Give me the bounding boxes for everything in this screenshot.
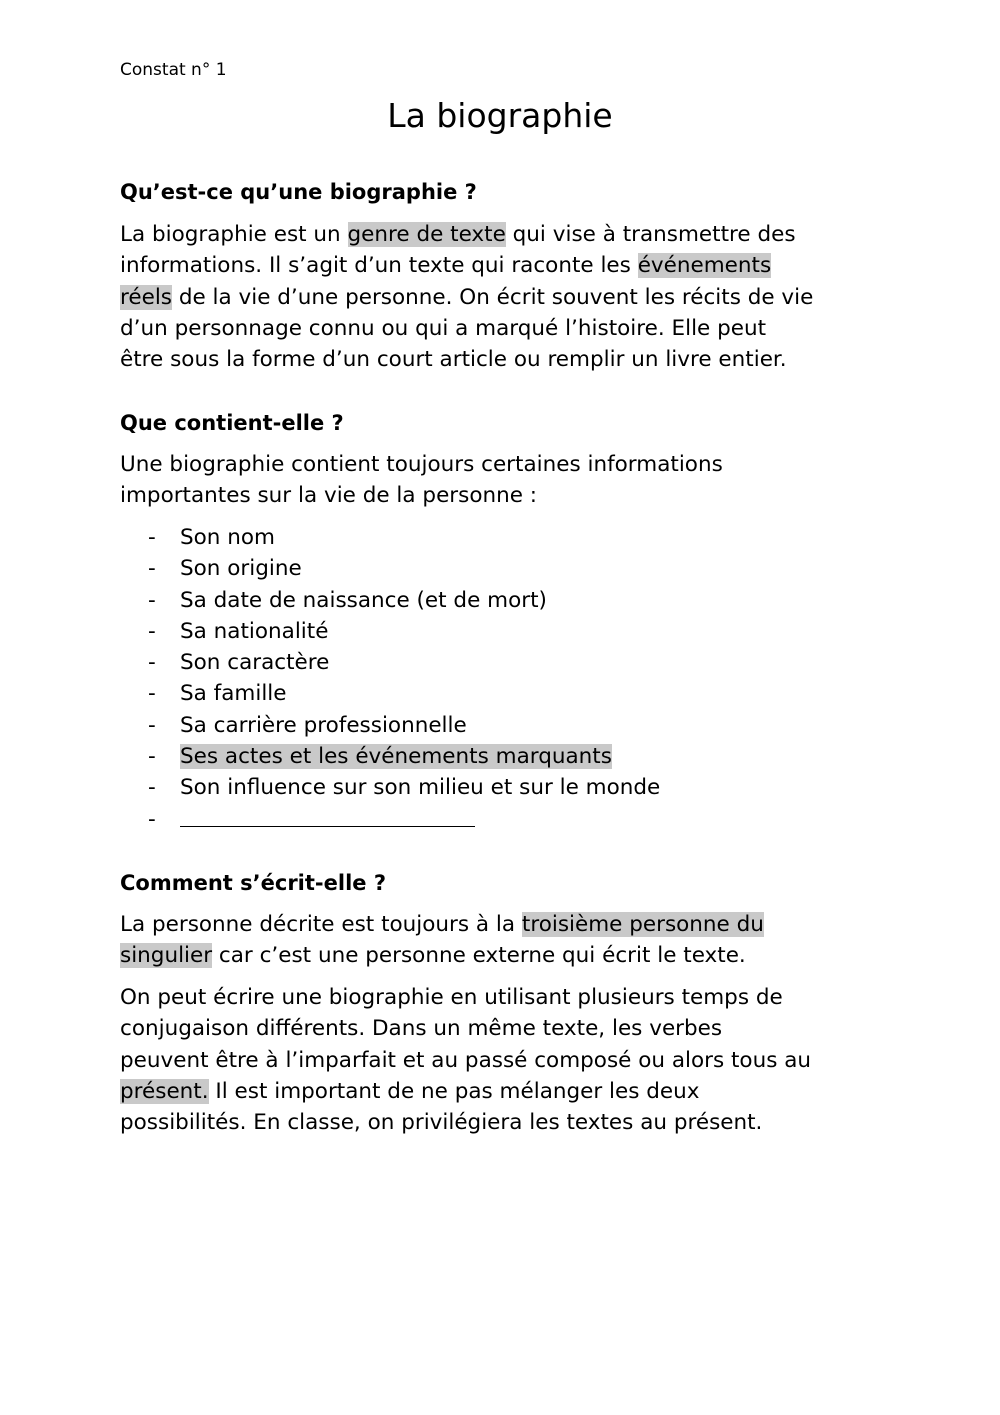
paragraph-line (120, 282, 890, 313)
fill-in-blank-line[interactable] (180, 804, 475, 827)
list-dash: - (148, 681, 156, 707)
text-span: qui vise à transmettre des (505, 222, 796, 247)
highlighted-text: singulier (120, 943, 213, 969)
writing-paragraph-tenses (120, 982, 890, 1138)
highlighted-text: réels (120, 284, 172, 310)
list-dash: - (148, 806, 156, 832)
list-item (148, 710, 660, 741)
list-item-text: Son origine (180, 556, 302, 582)
list-item-text: Sa carrière professionnelle (180, 712, 467, 738)
document-label: Constat n° 1 (120, 60, 227, 80)
section-heading-definition: Qu’est-ce qu’une biographie ? (120, 180, 477, 204)
list-dash: - (148, 775, 156, 801)
information-list (148, 522, 660, 835)
list-item-text: Son nom (180, 525, 275, 550)
highlighted-text: troisième personne du (521, 912, 764, 937)
paragraph-line: importantes sur la vie de la personne : (120, 483, 538, 509)
list-item-text-highlighted: Ses actes et les événements marquants (180, 744, 612, 770)
list-item-blank (148, 804, 660, 835)
contents-intro-paragraph (120, 449, 890, 512)
paragraph-line (120, 344, 890, 375)
list-item (148, 522, 660, 553)
highlighted-text: présent. (120, 1078, 209, 1104)
paragraph-line: conjugaison différents. Dans un même texte, les verbes (120, 1016, 723, 1042)
list-item (148, 772, 660, 803)
paragraph-line: On peut écrire une biographie en utilisant plusieurs temps de (120, 985, 783, 1010)
paragraph-line: Une biographie contient toujours certaines informations (120, 452, 723, 477)
list-item-text: Sa famille (180, 681, 287, 707)
text-span: La personne décrite est toujours à la (120, 912, 522, 937)
paragraph-line (120, 313, 890, 344)
list-dash: - (148, 525, 156, 550)
text-span: être sous la forme d’un court article ou remplir un livre entier. (120, 347, 787, 373)
list-item (148, 741, 660, 772)
text-span: Il est important de ne pas mélanger les deux (208, 1078, 700, 1104)
text-span: d’un personnage connu ou qui a marqué l’histoire. Elle peut (120, 315, 767, 341)
list-dash: - (148, 556, 156, 582)
list-item (148, 553, 660, 584)
list-item-text: Son influence sur son milieu et sur le monde (180, 775, 661, 801)
paragraph-line (120, 219, 890, 250)
paragraph-line (120, 1076, 890, 1107)
list-dash: - (148, 587, 156, 613)
list-item (148, 616, 660, 647)
paragraph-line (120, 250, 890, 281)
paragraph-line: possibilités. En classe, on privilégiera les textes au présent. (120, 1110, 763, 1136)
text-span: car c’est une personne externe qui écrit le texte. (212, 943, 746, 969)
list-item (148, 585, 660, 616)
text-span: La biographie est un (120, 222, 348, 247)
list-item (148, 647, 660, 678)
paragraph-line: peuvent être à l’imparfait et au passé composé ou alors tous au (120, 1047, 812, 1073)
list-dash: - (148, 618, 156, 644)
highlighted-text: événements (637, 253, 772, 279)
text-span: de la vie d’une personne. On écrit souvent les récits de vie (172, 284, 814, 310)
list-item-text: Sa nationalité (180, 618, 329, 644)
list-item (148, 678, 660, 709)
list-item-text: Son caractère (180, 650, 330, 676)
list-dash: - (148, 650, 156, 676)
paragraph-line (120, 940, 890, 971)
highlighted-text: genre de texte (347, 222, 506, 247)
section-heading-contents: Que contient-elle ? (120, 411, 344, 435)
section-heading-writing: Comment s’écrit-elle ? (120, 871, 386, 895)
text-span: informations. Il s’agit d’un texte qui raconte les (120, 253, 638, 279)
list-dash: - (148, 744, 156, 770)
definition-paragraph (120, 219, 890, 375)
list-item-text: Sa date de naissance (et de mort) (180, 587, 547, 613)
writing-paragraph-person (120, 909, 890, 972)
list-dash: - (148, 712, 156, 738)
paragraph-line (120, 909, 890, 940)
page-title: La biographie (387, 96, 613, 135)
